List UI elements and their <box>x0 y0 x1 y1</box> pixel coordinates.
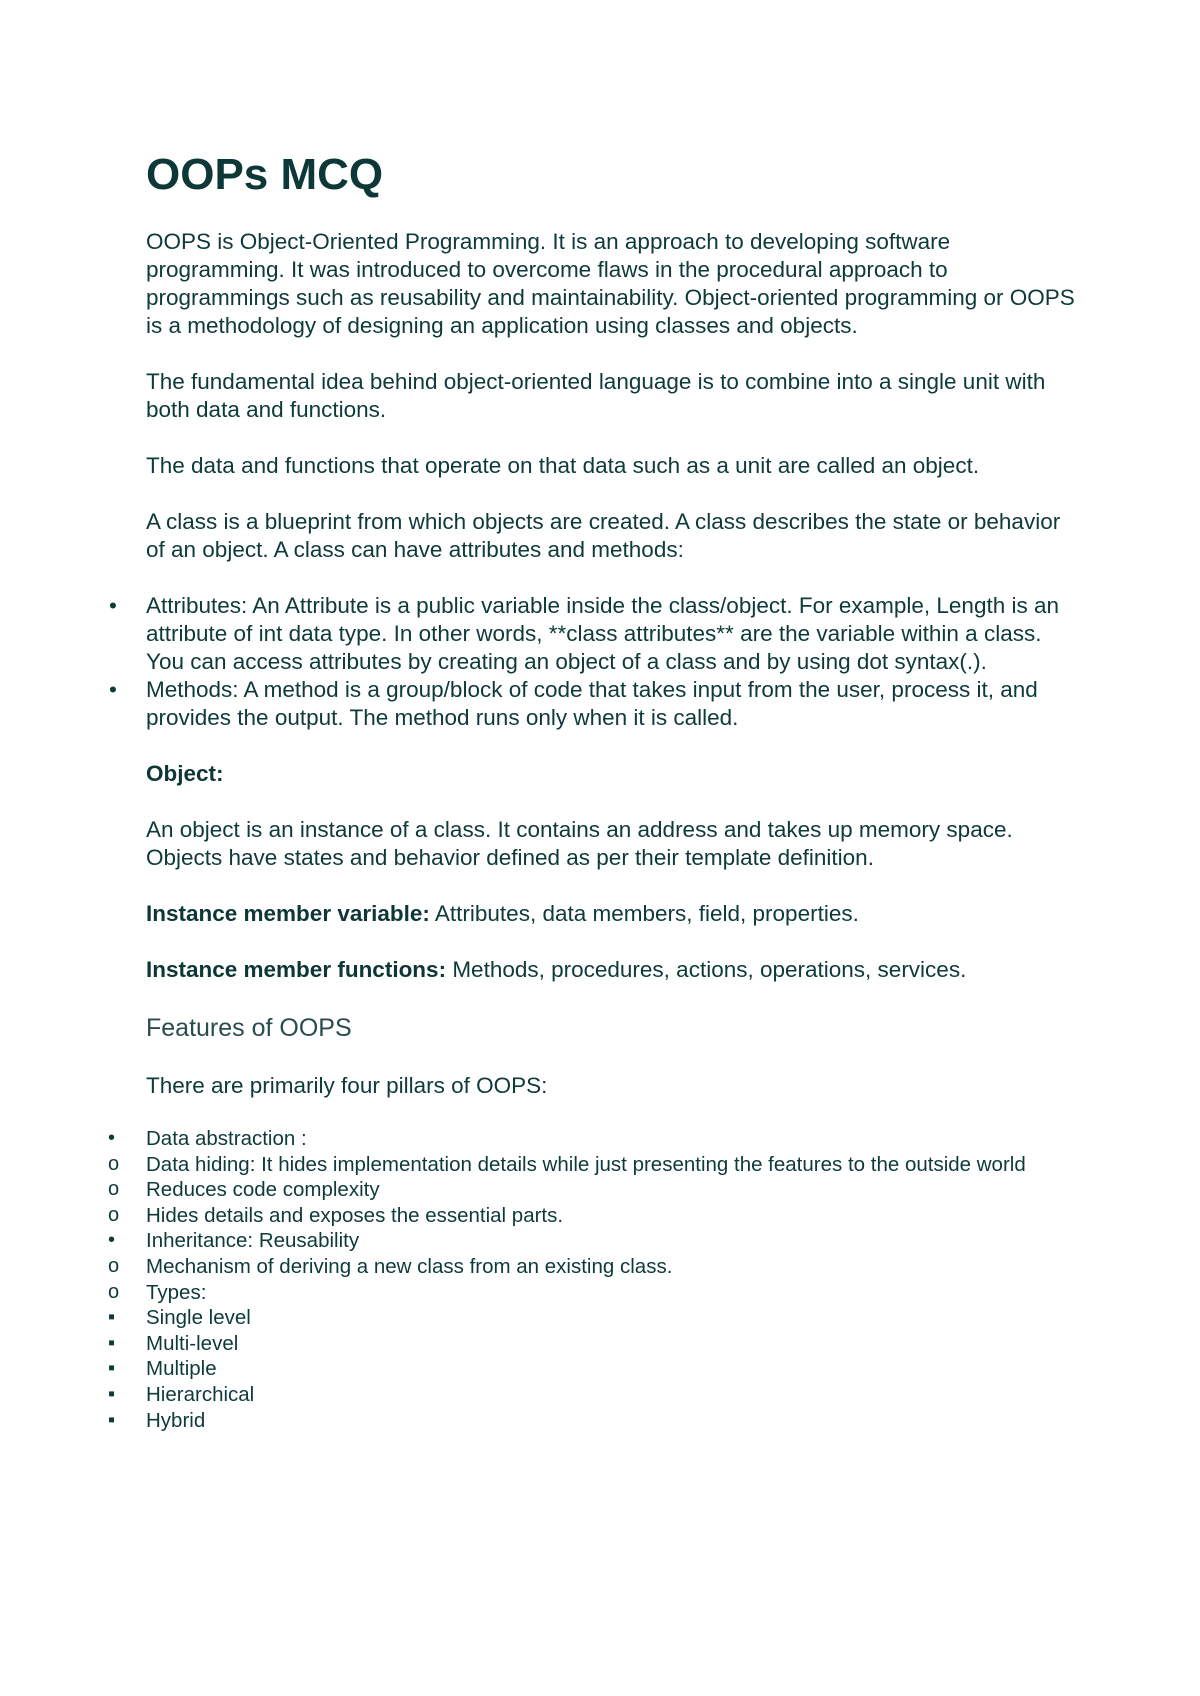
circle-bullet-icon: o <box>108 1254 120 1277</box>
object-paragraph: An object is an instance of a class. It contains an address and takes up memory space. Objects have states and behavior defined as per their template definition. <box>146 817 1013 870</box>
instance-member-variable: Instance member variable: Attributes, data members, field, properties. <box>146 901 859 926</box>
object-heading: Object: <box>146 761 224 786</box>
features-heading: Features of OOPS <box>146 1014 352 1042</box>
list-item: ▪ Multiple <box>108 1357 217 1381</box>
square-bullet-icon: ▪ <box>108 1382 116 1405</box>
list-item: ▪ Hybrid <box>108 1408 206 1432</box>
list-item: • Methods: A method is a group/block of code that takes input from the user, process it, and provides the output. The method runs only when it is called. <box>109 677 1038 730</box>
list-item: ▪ Single level <box>108 1306 251 1330</box>
intro-paragraph-3: The data and functions that operate on that data such as a unit are called an object. <box>146 453 980 478</box>
page-title: OOPs MCQ <box>146 150 384 199</box>
list-item: • Data abstraction : <box>108 1127 307 1150</box>
list-item: o Hides details and exposes the essential parts. <box>108 1203 564 1227</box>
circle-bullet-icon: o <box>108 1152 120 1175</box>
list-item: o Reduces code complexity <box>108 1178 380 1202</box>
list-item: ▪ Multi-level <box>108 1331 239 1355</box>
circle-bullet-icon: o <box>108 1280 120 1303</box>
bullet-icon: • <box>108 1229 116 1252</box>
pillars-list <box>108 1126 1076 1433</box>
square-bullet-icon: ▪ <box>108 1357 116 1380</box>
intro-paragraph-2: The fundamental idea behind object-oriented language is to combine into a single unit with both data and functions. <box>146 369 1046 422</box>
square-bullet-icon: ▪ <box>108 1408 116 1431</box>
bullet-icon: • <box>109 593 117 618</box>
intro-paragraph-1: OOPS is Object-Oriented Programming. It is an approach to developing software programming. It was introduced to overcome flaws in the procedural approach to programmings such as reusability and maintainability. Object-oriented programming or OOPS is a methodology of designing an application using classes and objects. <box>146 229 1075 338</box>
document-content <box>108 148 1076 1433</box>
list-item: ▪ Hierarchical <box>108 1382 255 1406</box>
instance-member-functions: Instance member functions: Methods, procedures, actions, operations, services. <box>146 957 967 982</box>
list-item: • Attributes: An Attribute is a public variable inside the class/object. For example, Length is an attribute of int data type. In other words, **class attributes** are the variable within a class. You can access attributes by creating an object of a class and by using dot syntax(.). <box>109 593 1059 674</box>
bullet-icon: • <box>108 1127 116 1149</box>
list-item: o Types: <box>108 1280 207 1304</box>
list-item: o Mechanism of deriving a new class from an existing class. <box>108 1254 673 1278</box>
circle-bullet-icon: o <box>108 1178 120 1201</box>
intro-paragraph-4: A class is a blueprint from which objects are created. A class describes the state or behavior of an object. A class can have attributes and methods: <box>146 509 1061 562</box>
class-members-list <box>109 592 1076 732</box>
list-item: o Data hiding: It hides implementation details while just presenting the features to the outside world <box>108 1152 1026 1176</box>
square-bullet-icon: ▪ <box>108 1306 116 1329</box>
square-bullet-icon: ▪ <box>108 1331 116 1354</box>
circle-bullet-icon: o <box>108 1203 120 1226</box>
bullet-icon: • <box>109 677 117 702</box>
list-item: • Inheritance: Reusability <box>108 1229 360 1253</box>
features-intro: There are primarily four pillars of OOPS: <box>146 1073 548 1098</box>
